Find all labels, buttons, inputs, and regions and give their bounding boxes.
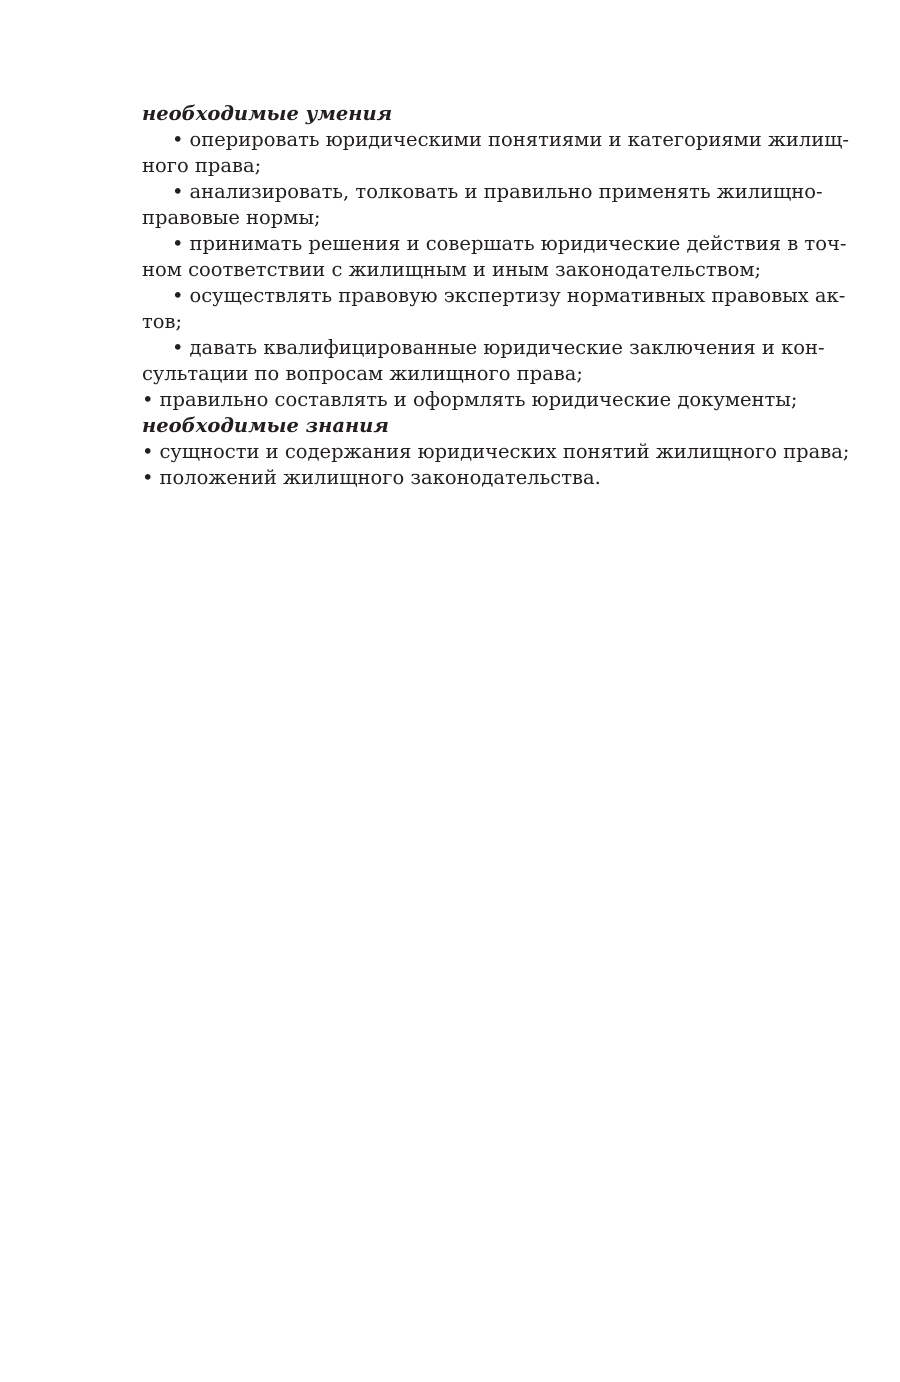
bullet-icon: • [172, 180, 184, 203]
bullet-icon: • [142, 440, 154, 463]
list-item-text: анализировать, толковать и правильно применять жилищно- [189, 180, 823, 203]
bullet-icon: • [172, 232, 184, 255]
bullet-icon: • [172, 128, 184, 151]
list-item-text: ном соответствии с жилищным и иным законодательством; [142, 258, 762, 281]
list-item-text: тов; [142, 310, 183, 333]
skills-heading: необходимые умения [142, 102, 393, 125]
list-item-text: правильно составлять и оформлять юридические документы; [159, 388, 798, 411]
knowledge-heading: необходимые знания [142, 414, 389, 437]
bullet-icon: • [172, 284, 184, 307]
skills-list-item [112, 179, 823, 231]
list-item-text: ного права; [142, 154, 262, 177]
list-item-text: давать квалифицированные юридические заключения и кон- [189, 336, 825, 359]
skills-list-item [112, 231, 847, 283]
list-item-text: принимать решения и совершать юридические действия в точ- [189, 232, 847, 255]
knowledge-list-item [112, 465, 788, 491]
list-item-text: осуществлять правовую экспертизу нормативных правовых ак- [189, 284, 846, 307]
list-item-text: положений жилищного законодательства. [159, 466, 601, 489]
skills-list-item [112, 387, 798, 413]
document-page [112, 101, 850, 491]
bullet-icon: • [142, 466, 154, 489]
list-item-text: сультации по вопросам жилищного права; [142, 362, 583, 385]
list-item-text: оперировать юридическими понятиями и категориями жилищ- [189, 128, 850, 151]
bullet-icon: • [142, 388, 154, 411]
skills-list-item [112, 283, 846, 335]
skills-list-item [112, 127, 850, 179]
knowledge-list-item [112, 439, 850, 465]
list-item-text: правовые нормы; [142, 206, 321, 229]
list-item-text: сущности и содержания юридических понятий жилищного права; [159, 440, 850, 463]
bullet-icon: • [172, 336, 184, 359]
skills-list-item [112, 335, 825, 387]
